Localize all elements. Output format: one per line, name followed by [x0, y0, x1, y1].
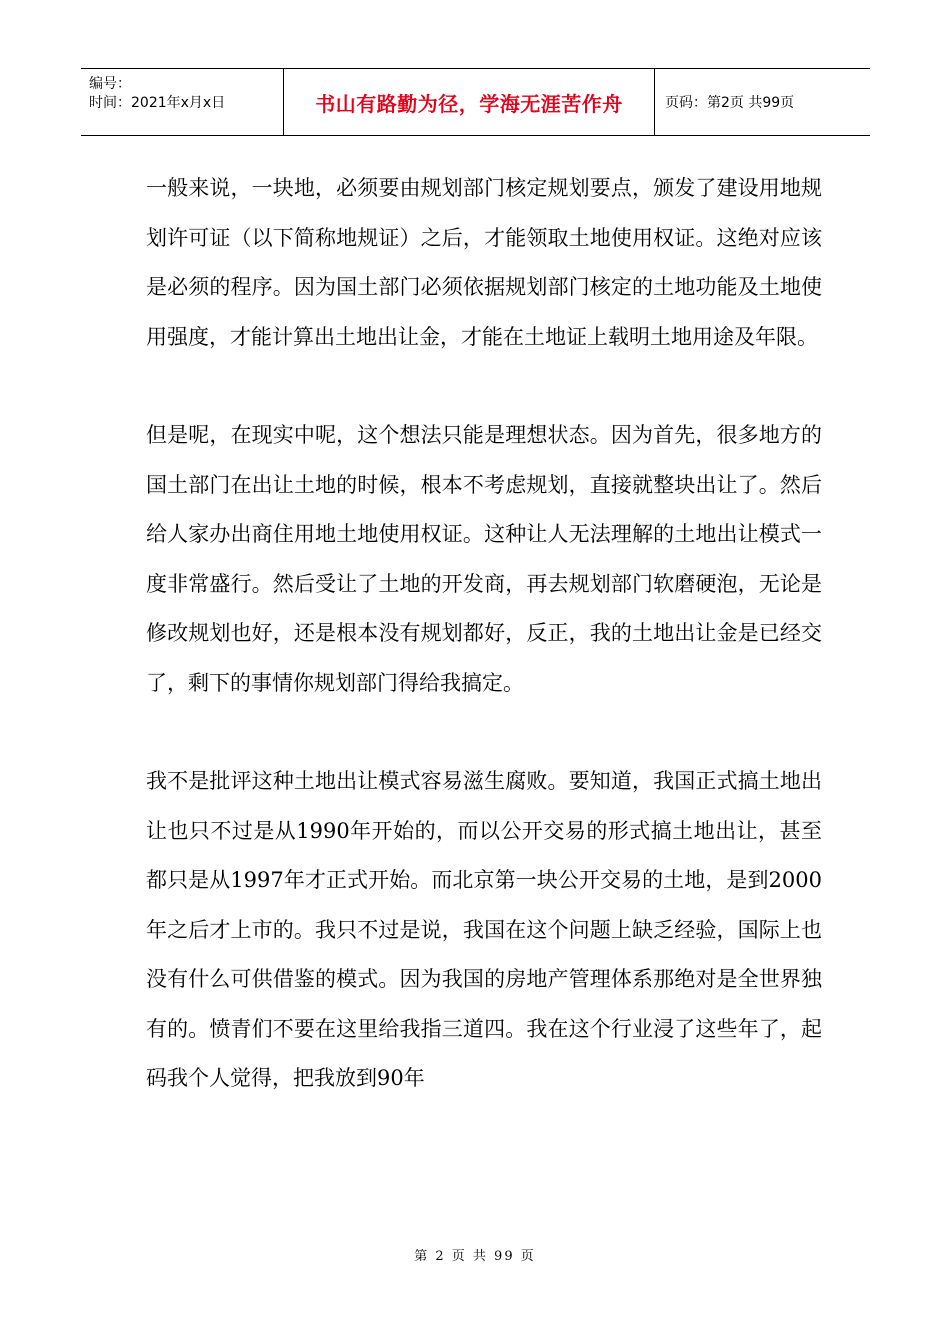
paragraph-2: 但是呢，在现实中呢，这个想法只能是理想状态。因为首先，很多地方的国土部门在出让土地的时候，根本不考虑规划，直接就整块出让了。然后给人家办出商住用地土地使用权证。这种让人无法理解的土地出让模式一度非常盛行。然后受让了土地的开发商，再去规划部门软磨硬泡，无论是修改规划也好，还是根本没有规划都好，反正，我的土地出让金是已经交了，剩下的事情你规划部门得给我搞定。: [146, 423, 822, 695]
page-header: [81, 68, 870, 136]
document-body: [146, 164, 822, 1104]
header-motto: 书山有路勤为径，学海无涯苦作舟: [284, 69, 655, 135]
header-page-info: 页码：第2页 共99页: [665, 95, 795, 111]
header-meta-cell: [81, 69, 284, 135]
paragraph-1: 一般来说，一块地，必须要由规划部门核定规划要点，颁发了建设用地规划许可证（以下简称地规证）之后，才能领取土地使用权证。这绝对应该是必须的程序。因为国土部门必须依据规划部门核定的土地功能及土地使用强度，才能计算出土地出让金，才能在土地证上载明土地用途及年限。: [146, 176, 822, 349]
document-number-label: 编号：: [89, 76, 131, 92]
page-footer: 第 2 页 共 99 页: [414, 1249, 536, 1264]
paragraph-3: 我不是批评这种土地出让模式容易滋生腐败。要知道，我国正式搞土地出让也只不过是从1990年开始的，而以公开交易的形式搞土地出让，甚至都只是从1997年才正式开始。而北京第一块公开交易的土地，是到2000年之后才上市的。我只不过是说，我国在这个问题上缺乏经验，国际上也没有什么可供借鉴的模式。因为我国的房地产管理体系那绝对是全世界独有的。愤青们不要在这里给我指三道四。我在这个行业浸了这些年了，起码我个人觉得，把我放到90年: [146, 769, 822, 1090]
document-date-label: 时间：2021年x月x日: [89, 95, 226, 111]
